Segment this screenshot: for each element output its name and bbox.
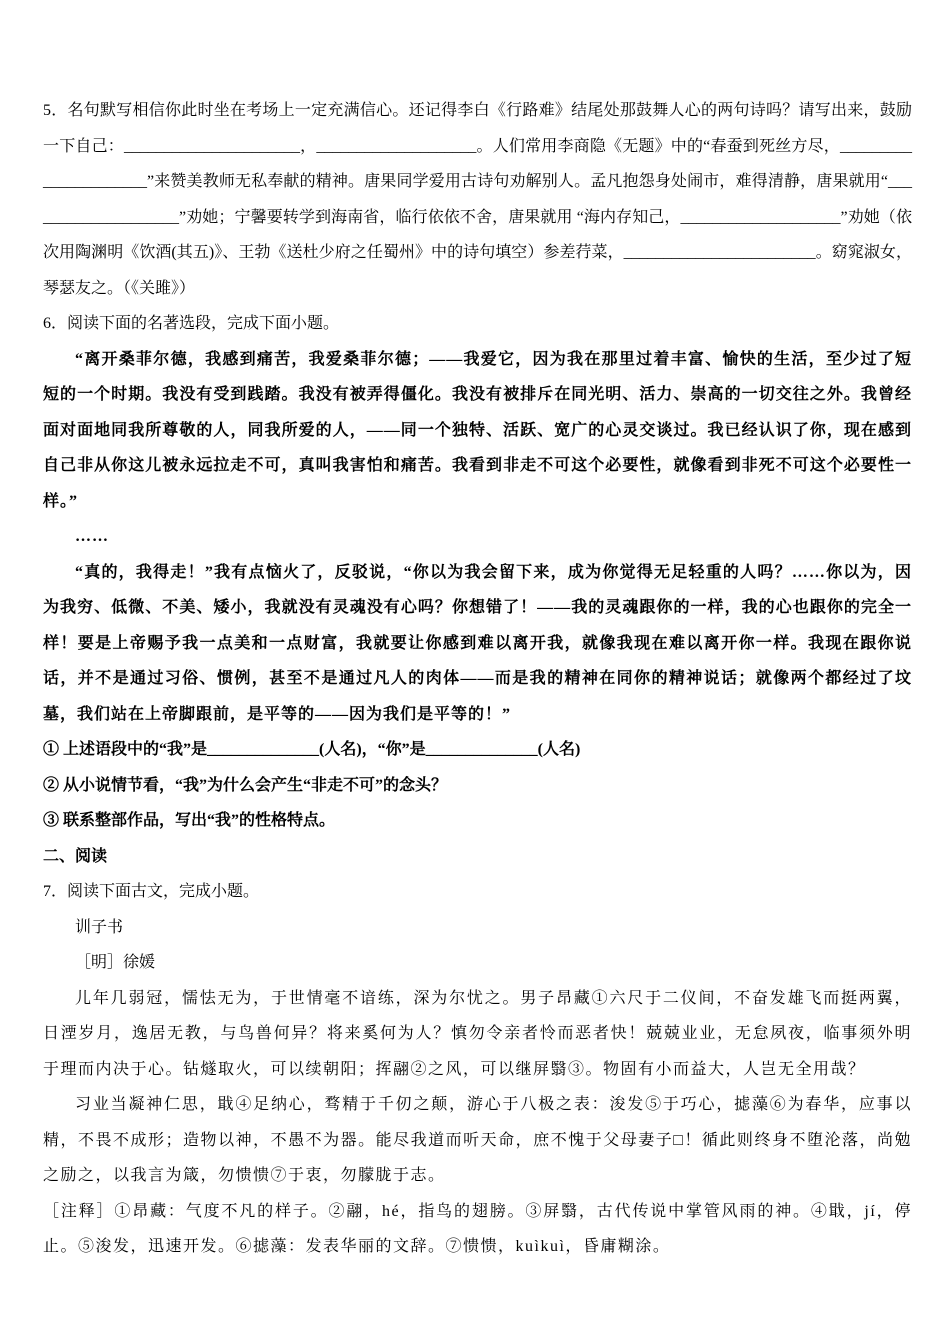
question-6-stem: 6．阅读下面的名著选段，完成下面小题。 [43, 315, 340, 332]
q6-excerpt-ellipsis: …… [75, 528, 109, 545]
q7-essay-author: ［明］徐媛 [75, 954, 156, 971]
question-5-fill-in-blanks: 5．名句默写相信你此时坐在考场上一定充满信心。还记得李白《行路难》结尾处那鼓舞人心的两句诗吗？请写出来，鼓励一下自己：______________________，____________________。人们常用李商隐《无题》中的“春蚕到死丝方尽，______________________”来赞美教师无私奉献的精神。唐果同学爱用古诗句劝解别人。孟凡抱怨身处闹市，难得清静，唐果就用“____________________”劝她；宁馨要转学到海南省，临行依依不舍，唐果就用 “海内存知己，____________________”劝她（依次用陶渊明《饮酒(其五)》、王勃《送杜少府之任蜀州》中的诗句填空）参差荇菜，________________________。窈窕淑女，琴瑟友之。（《关雎》） [43, 102, 912, 297]
q6-novel-excerpt-paragraph-1: “离开桑菲尔德，我感到痛苦，我爱桑菲尔德；——我爱它，因为我在那里过着丰富、愉快的生活，至少过了短短的一个时期。我没有受到践踏。我没有被弄得僵化。我没有被排斥在同光明、活力、崇高的一切交往之外。我曾经面对面地同我所尊敬的人，同我所爱的人，——同一个独特、活跃、宽广的心灵交谈过。我已经认识了你，现在感到自己非从你这儿被永远拉走不可，真叫我害怕和痛苦。我看到非走不可这个必要性，就像看到非死不可这个必要性一样。” [43, 350, 912, 510]
q7-notes: ［注释］①昂藏：气度不凡的样子。②翮，hé，指鸟的翅膀。③屏翳，古代传说中掌管风雨的神。④戢，jí，停止。⑤浚发，迅速开发。⑥摅藻：发表华丽的文辞。⑦愦愦，kuìkuì，昏庸糊涂。 [43, 1202, 912, 1255]
q6-subquestion-1: ① 上述语段中的“我”是______________(人名)，“你”是______________(人名) [43, 741, 581, 758]
section-2-heading: 二、阅读 [43, 847, 108, 865]
q7-classical-paragraph-2: 习业当凝神仁思，戢④足纳心，骛精于千仞之颠，游心于八极之表：浚发⑤于巧心，摅藻⑥为春华，应事以精，不畏不成形；造物以神，不愚不为器。能尽我道而听天命，庶不愧于父母妻子□！循此则终身不堕沦落，尚勉之励之，以我言为箴，勿愦愦⑦于衷，勿朦胧于志。 [43, 1096, 912, 1184]
question-7-stem: 7．阅读下面古文，完成小题。 [43, 883, 260, 900]
q7-classical-paragraph-1: 儿年几弱冠，懦怯无为，于世情毫不谙练，深为尔忧之。男子昂藏①六尺于二仪间，不奋发雄飞而挺两翼，日湮岁月，逸居无教，与鸟兽何异？将来奚何为人？慎勿令亲者怜而恶者快！兢兢业业，无怠夙夜，临事须外明于理而内决于心。钻燧取火，可以续朝阳；挥翮②之风，可以继屏翳③。物固有小而益大，人岂无全用哉？ [43, 989, 912, 1078]
q7-essay-title: 训子书 [75, 918, 124, 936]
q6-subquestion-3: ③ 联系整部作品，写出“我”的性格特点。 [43, 812, 336, 829]
q6-subquestion-2: ② 从小说情节看，“我”为什么会产生“非走不可”的念头？ [43, 776, 448, 794]
q6-novel-excerpt-paragraph-2: “真的，我得走！”我有点恼火了，反驳说，“你以为我会留下来，成为你觉得无足轻重的人吗？……你以为，因为我穷、低微、不美、矮小，我就没有灵魂没有心吗？你想错了！——我的灵魂跟你的一样，我的心也跟你的完全一样！要是上帝赐予我一点美和一点财富，我就要让你感到难以离开我，就像我现在难以离开你一样。我现在跟你说话，并不是通过习俗、惯例，甚至不是通过凡人的肉体——而是我的精神在同你的精神说话；就像两个都经过了坟墓，我们站在上帝脚跟前，是平等的——因为我们是平等的！” [43, 563, 912, 723]
